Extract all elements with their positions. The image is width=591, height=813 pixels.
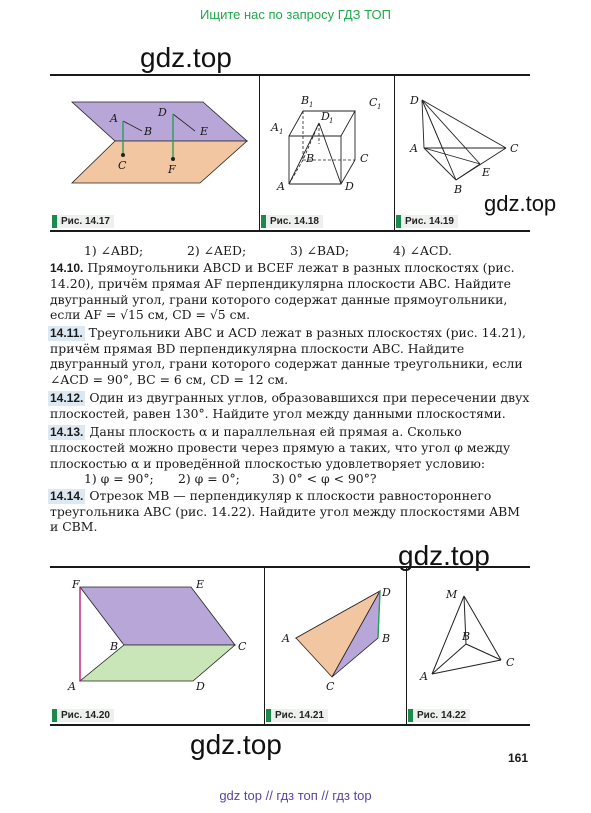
- fig19-label: B: [454, 183, 463, 196]
- problem-14-12: [50, 390, 530, 421]
- caption-14-19: Рис. 14.19: [396, 215, 458, 228]
- plane-lower: [72, 141, 247, 183]
- fig18-label: C: [369, 96, 378, 109]
- figure-14-20: [50, 568, 265, 724]
- fig18-label: D: [321, 110, 330, 123]
- problems-text: [50, 243, 530, 535]
- p13-options: [50, 471, 530, 486]
- problem-text: Прямоугольники ABCD и BCEF лежат в разных плоскостях (рис. 14.20), причём прямая AF перпендикулярна плоскости ABC. Найдите двугранный угол, грани которого содержат данные прямоугольники, если AF = √15 см, CD = √5 см.: [50, 260, 515, 322]
- problem-number: 14.13.: [50, 425, 84, 440]
- option: 1) ∠ABD;: [84, 243, 144, 258]
- problem-number: 14.12.: [50, 390, 84, 405]
- figure-14-18-drawing: [259, 76, 394, 230]
- fig17-label: B: [144, 125, 153, 138]
- problem-text: Даны плоскость α и параллельная ей прямая a. Сколько плоскостей можно провести через прямую a таких, что угол φ между плоскостью α и проведённой плоскостью удовлетворяет условию:: [50, 424, 511, 471]
- watermark: gdz.top: [484, 191, 557, 216]
- watermark: gdz.top: [140, 42, 232, 73]
- fig21-label: C: [326, 680, 335, 693]
- option: 2) ∠AED;: [187, 243, 247, 258]
- top-banner: Ищите нас по запросу ГДЗ ТОП: [200, 7, 391, 22]
- problem-number: 14.14.: [50, 489, 84, 504]
- problem-14-10: [50, 260, 530, 322]
- fig22-label: M: [446, 588, 458, 601]
- problem-text: Отрезок MB — перпендикуляр к плоскости равностороннего треугольника ABC (рис. 14.22). Найдите угол между плоскостями ABM и CBM.: [50, 488, 520, 535]
- caption-14-20: Рис. 14.20: [52, 709, 114, 722]
- fig18-label: C: [360, 152, 369, 165]
- problem-14-14: [50, 488, 530, 535]
- fig21-label: A: [282, 632, 290, 645]
- problem-14-13: [50, 424, 530, 471]
- figure-14-18: [259, 76, 395, 230]
- rectangle-bcef: [80, 587, 235, 645]
- fig22-label: B: [462, 630, 471, 643]
- fig20-label: C: [238, 640, 247, 653]
- option: 1) φ = 90°;: [84, 470, 154, 486]
- fig18-label: A: [277, 180, 285, 193]
- figure-14-22-drawing: [406, 568, 530, 724]
- fig20-label: F: [72, 578, 80, 591]
- option: 4) ∠ACD.: [393, 243, 452, 258]
- figure-14-17-drawing: [50, 76, 259, 230]
- rectangle-abcd: [80, 645, 235, 681]
- figure-14-22: [406, 568, 530, 724]
- option: 3) ∠BAD;: [290, 243, 350, 258]
- page-number: 161: [508, 751, 529, 765]
- fig18-label: 1: [377, 103, 382, 111]
- figure-row-bottom: [50, 566, 530, 726]
- fig19-label: C: [510, 142, 519, 155]
- fig19-label: A: [410, 142, 418, 155]
- fig17-label: F: [168, 163, 176, 176]
- problem-14-11: [50, 325, 530, 387]
- figure-14-19-drawing: [394, 76, 530, 230]
- option: 3) 0° < φ < 90°?: [272, 470, 377, 486]
- fig18-label: B: [301, 94, 310, 107]
- fig18-label: 1: [279, 128, 284, 136]
- figure-14-19: [394, 76, 530, 230]
- caption-14-17: Рис. 14.17: [52, 215, 114, 228]
- fig18-label: 1: [309, 101, 314, 109]
- footer: gdz top // гдз топ // гдз top: [219, 788, 372, 803]
- answer-options: [50, 243, 530, 258]
- fig17-label: E: [200, 125, 209, 138]
- problem-text: Один из двугранных углов, образовавшихся при пересечении двух плоскостей, равен 130°. Найдите угол между данными плоскостями.: [50, 389, 530, 422]
- figure-14-20-drawing: [50, 568, 264, 724]
- fig18-label: 1: [329, 117, 334, 125]
- fig22-label: A: [420, 670, 428, 683]
- figure-14-21-drawing: [264, 568, 406, 724]
- problem-number: 14.11.: [50, 326, 83, 341]
- fig18-label: D: [345, 180, 354, 193]
- fig17-label: D: [158, 106, 167, 119]
- fig18-label: B: [306, 152, 315, 165]
- problem-number: 14.10.: [50, 261, 84, 276]
- fig19-label: D: [410, 94, 419, 107]
- fig17-label: C: [118, 159, 127, 172]
- fig17-label: A: [110, 112, 118, 125]
- fig20-label: B: [110, 640, 119, 653]
- watermark: gdz.top: [190, 729, 282, 760]
- caption-14-21: Рис. 14.21: [266, 709, 328, 722]
- fig22-label: C: [506, 656, 515, 669]
- fig20-label: A: [68, 680, 76, 693]
- problem-text: Треугольники ABC и ACD лежат в разных плоскостях (рис. 14.21), причём прямая BD перпендикулярна плоскости ABC. Найдите двугранный угол, грани которого содержат данные треугольники, если ∠ACD = 90°, BC = 6 см, CD = 12 см.: [50, 325, 526, 387]
- caption-14-22: Рис. 14.22: [408, 709, 470, 722]
- figure-row-top: [50, 74, 530, 232]
- fig19-label: E: [482, 166, 491, 179]
- fig20-label: D: [196, 680, 205, 693]
- fig20-label: E: [196, 578, 205, 591]
- option: 2) φ = 0°;: [178, 470, 240, 486]
- figure-14-17: [50, 76, 260, 230]
- watermark: gdz.top: [398, 540, 490, 571]
- caption-14-18: Рис. 14.18: [261, 215, 323, 228]
- fig18-label: A: [271, 121, 279, 134]
- fig21-label: B: [382, 632, 391, 645]
- fig21-label: D: [382, 586, 391, 599]
- figure-14-21: [264, 568, 407, 724]
